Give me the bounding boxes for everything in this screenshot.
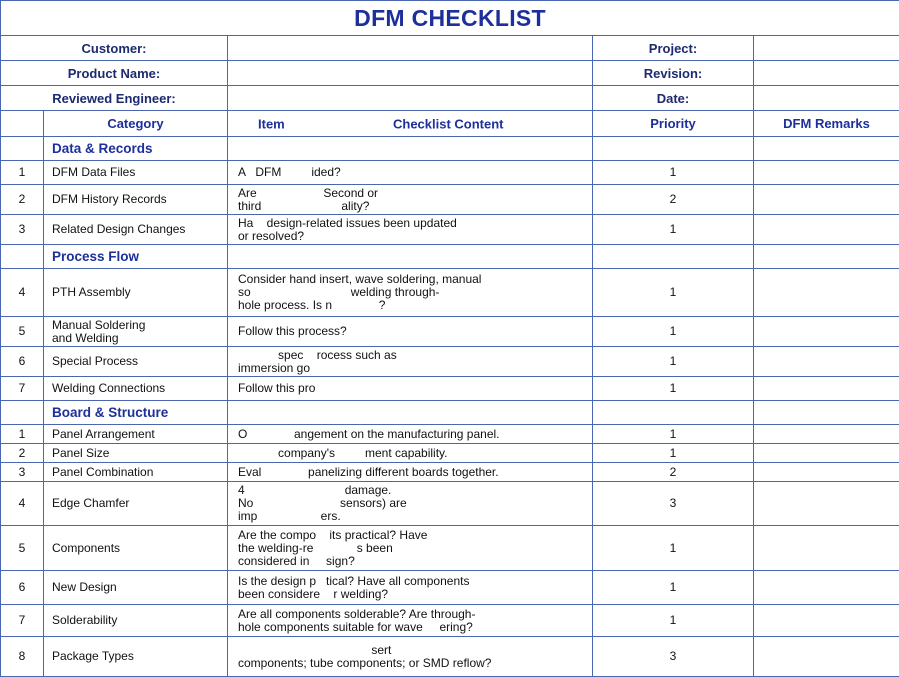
row-checklist-content: Eval panelizing different boards together. xyxy=(228,463,593,482)
table-row xyxy=(1,377,899,401)
section-content-cell xyxy=(228,401,593,425)
product-name-label: Product Name: xyxy=(1,61,228,86)
row-priority: 1 xyxy=(593,444,754,463)
row-category: DFM Data Files xyxy=(44,161,228,185)
header-category: Category xyxy=(44,111,228,137)
header-dfm-remarks: DFM Remarks xyxy=(754,111,899,137)
customer-value-cell[interactable] xyxy=(228,36,593,61)
row-dfm-remarks[interactable] xyxy=(754,482,899,526)
row-checklist-content: O angement on the manufacturing panel. xyxy=(228,425,593,444)
row-dfm-remarks[interactable] xyxy=(754,571,899,605)
section-row xyxy=(1,245,899,269)
header-item: Item xyxy=(258,117,285,130)
product-name-value-cell[interactable] xyxy=(228,61,593,86)
row-checklist-content: Follow this process? xyxy=(228,317,593,347)
row-category: Panel Combination xyxy=(44,463,228,482)
row-checklist-content: A DFM ided? xyxy=(228,161,593,185)
row-priority: 1 xyxy=(593,347,754,377)
header-priority: Priority xyxy=(593,111,754,137)
table-row xyxy=(1,571,899,605)
row-number: 4 xyxy=(1,482,44,526)
row-checklist-content: Consider hand insert, wave soldering, manual so welding through- hole process. Is n ? xyxy=(228,269,593,317)
row-category: PTH Assembly xyxy=(44,269,228,317)
row-checklist-content: company's ment capability. xyxy=(228,444,593,463)
section-row xyxy=(1,137,899,161)
row-checklist-content: Ha design-related issues been updated or resolved? xyxy=(228,215,593,245)
section-priority-cell xyxy=(593,137,754,161)
row-checklist-content: spec rocess such as immersion go xyxy=(228,347,593,377)
section-content-cell xyxy=(228,137,593,161)
reviewed-engineer-value-cell[interactable] xyxy=(228,86,593,111)
row-number: 5 xyxy=(1,317,44,347)
section-priority-cell xyxy=(593,401,754,425)
row-dfm-remarks[interactable] xyxy=(754,463,899,482)
row-dfm-remarks[interactable] xyxy=(754,377,899,401)
row-category: DFM History Records xyxy=(44,185,228,215)
row-category: New Design xyxy=(44,571,228,605)
section-row xyxy=(1,401,899,425)
row-number: 7 xyxy=(1,605,44,637)
section-title: Data & Records xyxy=(44,137,228,161)
row-number: 6 xyxy=(1,571,44,605)
row-priority: 1 xyxy=(593,571,754,605)
row-priority: 1 xyxy=(593,377,754,401)
title-row xyxy=(1,1,899,36)
table-row xyxy=(1,605,899,637)
section-number-cell xyxy=(1,137,44,161)
row-dfm-remarks[interactable] xyxy=(754,425,899,444)
row-checklist-content: Are Second or third ality? xyxy=(228,185,593,215)
revision-label: Revision: xyxy=(593,61,754,86)
row-dfm-remarks[interactable] xyxy=(754,185,899,215)
table-row xyxy=(1,444,899,463)
row-number: 2 xyxy=(1,444,44,463)
row-category: Edge Chamfer xyxy=(44,482,228,526)
row-number: 2 xyxy=(1,185,44,215)
row-number: 6 xyxy=(1,347,44,377)
table-row xyxy=(1,215,899,245)
column-header-row xyxy=(1,111,899,137)
table-row xyxy=(1,637,899,677)
row-priority: 1 xyxy=(593,215,754,245)
row-category: Panel Size xyxy=(44,444,228,463)
row-dfm-remarks[interactable] xyxy=(754,215,899,245)
row-checklist-content: Is the design p tical? Have all components been considere r welding? xyxy=(228,571,593,605)
row-dfm-remarks[interactable] xyxy=(754,637,899,677)
row-checklist-content: 4 damage. No sensors) are imp ers. xyxy=(228,482,593,526)
table-row xyxy=(1,269,899,317)
row-number: 7 xyxy=(1,377,44,401)
section-content-cell xyxy=(228,245,593,269)
header-checklist-content: Checklist Content xyxy=(393,117,504,130)
section-title: Board & Structure xyxy=(44,401,228,425)
table-row xyxy=(1,482,899,526)
row-priority: 1 xyxy=(593,605,754,637)
row-priority: 1 xyxy=(593,526,754,571)
row-dfm-remarks[interactable] xyxy=(754,526,899,571)
row-checklist-content: Are the compo its practical? Have the welding-re s been considered in sign? xyxy=(228,526,593,571)
date-value-cell[interactable] xyxy=(754,86,899,111)
row-priority: 3 xyxy=(593,637,754,677)
row-dfm-remarks[interactable] xyxy=(754,444,899,463)
project-label: Project: xyxy=(593,36,754,61)
row-number: 1 xyxy=(1,425,44,444)
section-remarks-cell xyxy=(754,245,899,269)
row-number: 3 xyxy=(1,215,44,245)
table-row xyxy=(1,185,899,215)
row-dfm-remarks[interactable] xyxy=(754,317,899,347)
row-category: Solderability xyxy=(44,605,228,637)
reviewed-engineer-label: Reviewed Engineer: xyxy=(1,86,228,111)
row-priority: 2 xyxy=(593,463,754,482)
table-row xyxy=(1,317,899,347)
row-dfm-remarks[interactable] xyxy=(754,161,899,185)
row-category: Manual Soldering and Welding xyxy=(44,317,228,347)
header-item-content xyxy=(228,111,593,137)
row-number: 3 xyxy=(1,463,44,482)
section-priority-cell xyxy=(593,245,754,269)
info-row xyxy=(1,86,899,111)
row-category: Components xyxy=(44,526,228,571)
section-number-cell xyxy=(1,245,44,269)
row-priority: 1 xyxy=(593,161,754,185)
table-row xyxy=(1,526,899,571)
row-number: 4 xyxy=(1,269,44,317)
table-row xyxy=(1,161,899,185)
row-category: Related Design Changes xyxy=(44,215,228,245)
table-row xyxy=(1,463,899,482)
row-category: Welding Connections xyxy=(44,377,228,401)
row-dfm-remarks[interactable] xyxy=(754,605,899,637)
header-number-cell xyxy=(1,111,44,137)
section-remarks-cell xyxy=(754,401,899,425)
row-priority: 1 xyxy=(593,317,754,347)
customer-label: Customer: xyxy=(1,36,228,61)
section-remarks-cell xyxy=(754,137,899,161)
row-number: 1 xyxy=(1,161,44,185)
row-dfm-remarks[interactable] xyxy=(754,347,899,377)
section-title: Process Flow xyxy=(44,245,228,269)
project-value-cell[interactable] xyxy=(754,36,899,61)
row-checklist-content: sert components; tube components; or SMD reflow? xyxy=(228,637,593,677)
row-category: Package Types xyxy=(44,637,228,677)
row-priority: 3 xyxy=(593,482,754,526)
revision-value-cell[interactable] xyxy=(754,61,899,86)
row-category: Special Process xyxy=(44,347,228,377)
row-number: 5 xyxy=(1,526,44,571)
table-row xyxy=(1,425,899,444)
table-row xyxy=(1,347,899,377)
info-row xyxy=(1,36,899,61)
section-number-cell xyxy=(1,401,44,425)
date-label: Date: xyxy=(593,86,754,111)
page-title: DFM CHECKLIST xyxy=(1,1,899,36)
row-checklist-content: Are all components solderable? Are through- hole components suitable for wave ering? xyxy=(228,605,593,637)
row-priority: 1 xyxy=(593,269,754,317)
info-row xyxy=(1,61,899,86)
row-checklist-content: Follow this pro xyxy=(228,377,593,401)
row-number: 8 xyxy=(1,637,44,677)
row-dfm-remarks[interactable] xyxy=(754,269,899,317)
row-priority: 2 xyxy=(593,185,754,215)
row-priority: 1 xyxy=(593,425,754,444)
row-category: Panel Arrangement xyxy=(44,425,228,444)
